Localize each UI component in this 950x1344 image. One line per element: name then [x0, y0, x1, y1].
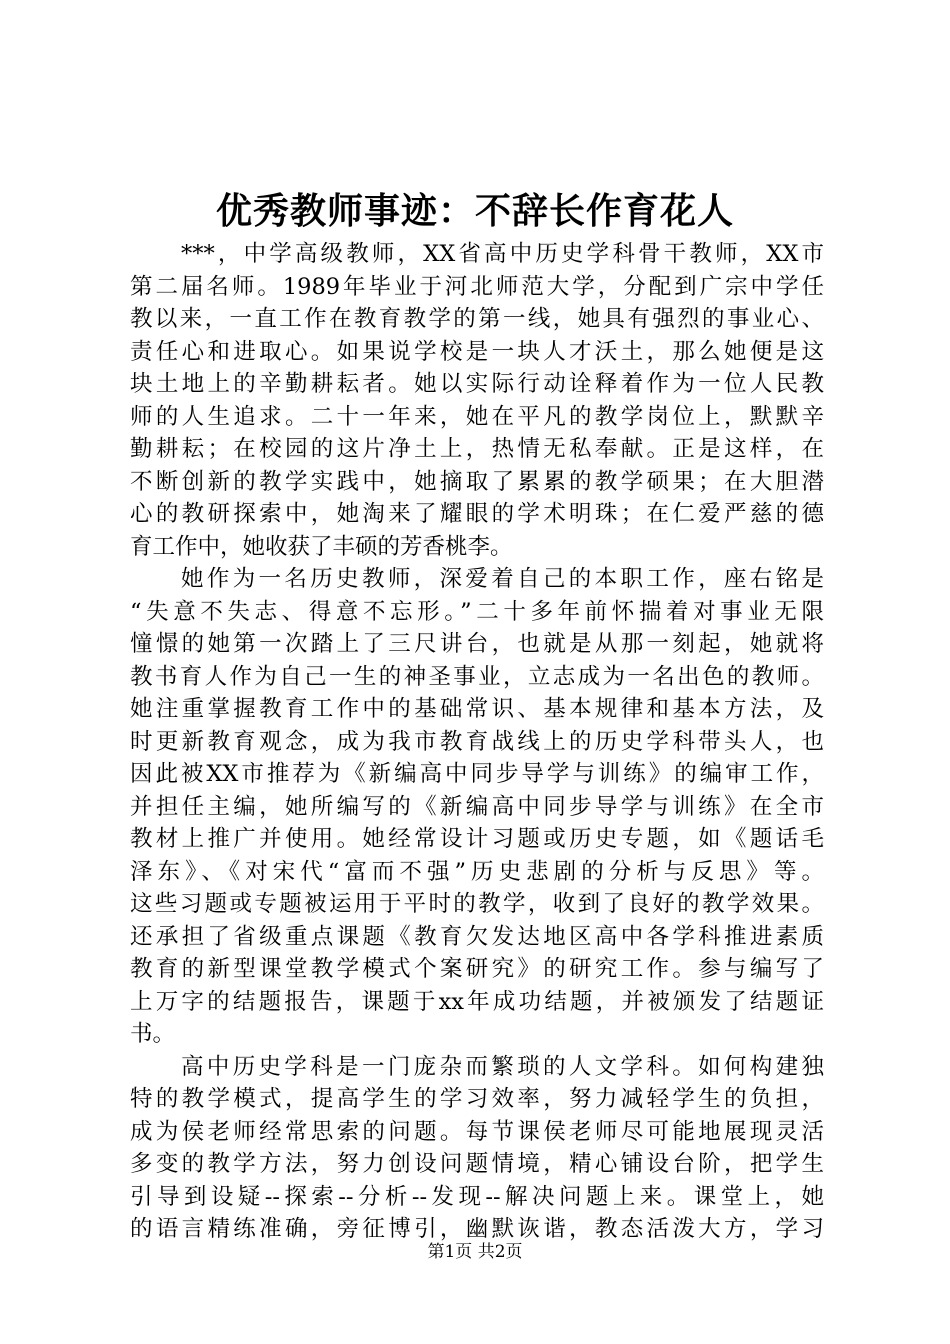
- text-line: 责任心和进取心。如果说学校是一块人才沃土，那么她便是这: [130, 338, 824, 365]
- text-line: 教以来，一直工作在教育教学的第一线，她具有强烈的事业心、: [130, 306, 824, 332]
- text-line: 勤耕耘；在校园的这片净土上，热情无私奉献。正是这样，在: [130, 436, 824, 462]
- text-line: 高中历史学科是一门庞杂而繁琐的人文学科。如何构建独: [181, 1053, 824, 1080]
- text-line: 不断创新的教学实践中，她摘取了累累的教学硕果；在大胆潜: [130, 468, 824, 495]
- text-line: 成为侯老师经常思索的问题。每节课侯老师尽可能地展现灵活: [130, 1118, 824, 1145]
- text-line: 多变的教学方法，努力创设问题情境，精心铺设台阶，把学生: [130, 1151, 824, 1177]
- page-footer: 第1页 共2页: [427, 1242, 523, 1262]
- text-line: 特的教学模式，提高学生的学习效率，努力减轻学生的负担，: [130, 1086, 824, 1112]
- text-line: 教育的新型课堂教学模式个案研究》的研究工作。参与编写了: [130, 956, 824, 982]
- text-line: 书。: [130, 1021, 176, 1047]
- text-line: “失意不失志、得意不忘形。”二十多年前怀揣着对事业无限: [130, 598, 824, 625]
- document-title: 优秀教师事迹：不辞长作育花人: [215, 190, 734, 232]
- text-line: 心的教研探索中，她淘来了耀眼的学术明珠；在仁爱严慈的德: [130, 501, 824, 527]
- text-line: 块土地上的辛勤耕耘者。她以实际行动诠释着作为一位人民教: [130, 371, 824, 397]
- text-line: 她作为一名历史教师，深爱着自己的本职工作，座右铭是: [181, 566, 824, 592]
- text-line: 育工作中，她收获了丰硕的芳香桃李。: [130, 533, 513, 560]
- text-line: 上万字的结题报告，课题于xx年成功结题，并被颁发了结题证: [130, 988, 824, 1015]
- text-line: 她注重掌握教育工作中的基础常识、基本规律和基本方法，及: [130, 696, 824, 722]
- text-line: 的语言精练准确，旁征博引，幽默诙谐，教态活泼大方，学习: [130, 1216, 824, 1242]
- text-line: 教书育人作为自己一生的神圣事业，立志成为一名出色的教师。: [130, 663, 824, 690]
- text-line: 憧憬的她第一次踏上了三尺讲台，也就是从那一刻起，她就将: [130, 631, 824, 657]
- text-line: 这些习题或专题被运用于平时的教学，收到了良好的教学效果。: [130, 891, 824, 917]
- text-line: 师的人生追求。二十一年来，她在平凡的教学岗位上，默默辛: [130, 403, 824, 430]
- text-line: 还承担了省级重点课题《教育欠发达地区高中各学科推进素质: [130, 923, 824, 950]
- text-line: 教材上推广并使用。她经常设计习题或历史专题，如《题话毛: [130, 826, 824, 852]
- text-line: 泽东》、《对宋代“富而不强”历史悲剧的分析与反思》等。: [130, 858, 824, 885]
- text-line: 因此被XX市推荐为《新编高中同步导学与训练》的编审工作，: [130, 761, 824, 787]
- text-line: 并担任主编，她所编写的《新编高中同步导学与训练》在全市: [130, 793, 824, 820]
- text-line: 第二届名师。1989年毕业于河北师范大学，分配到广宗中学任: [130, 273, 824, 300]
- text-line: 时更新教育观念，成为我市教育战线上的历史学科带头人，也: [130, 728, 824, 755]
- document-body: [130, 238, 824, 1246]
- text-line: ***，中学高级教师，XX省高中历史学科骨干教师，XX市: [181, 241, 824, 267]
- text-line: 引导到设疑--探索--分析--发现--解决问题上来。课堂上，她: [130, 1183, 824, 1210]
